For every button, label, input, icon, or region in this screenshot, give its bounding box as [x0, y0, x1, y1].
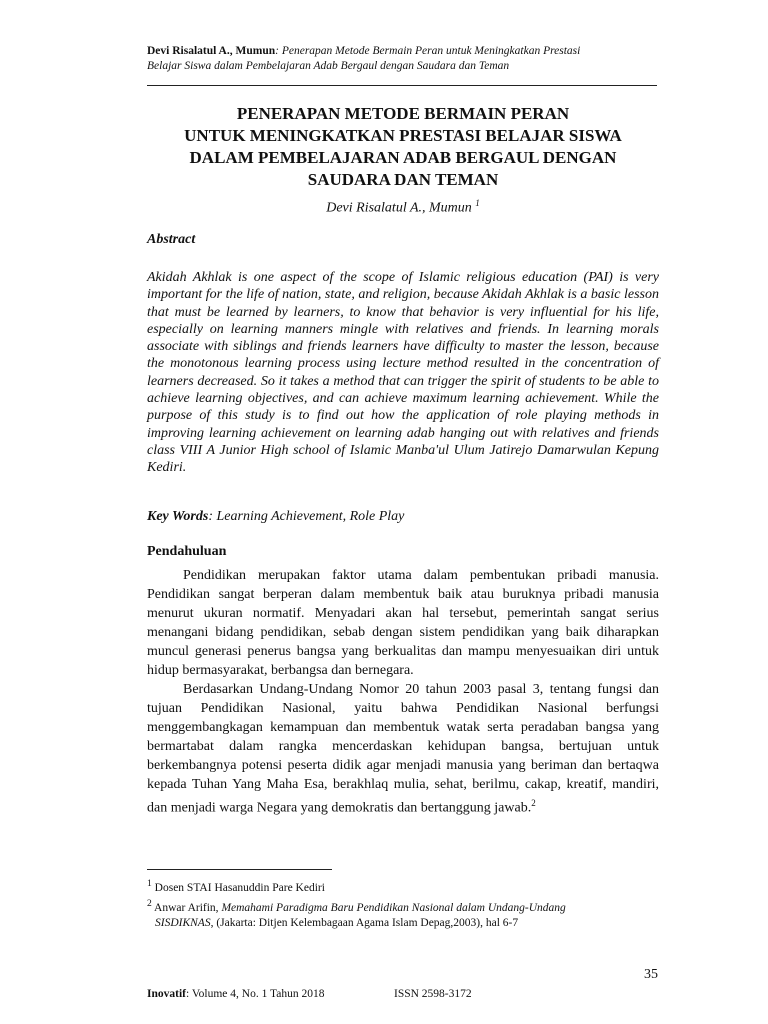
- header-running-title-line2: Belajar Siswa dalam Pembelajaran Adab Bergaul dengan Saudara dan Teman: [147, 60, 510, 72]
- footnote-2-title-cont: SISDIKNAS: [155, 916, 211, 929]
- byline-footnote-mark: 1: [475, 198, 480, 208]
- title-line-4: SAUDARA DAN TEMAN: [307, 170, 499, 189]
- footnotes: [147, 876, 659, 931]
- footnote-1-mark: 1: [147, 878, 152, 889]
- footnote-2-author: Anwar Arifin,: [151, 901, 222, 914]
- footnote-2: [147, 896, 659, 916]
- footnote-divider: [147, 869, 332, 870]
- keywords-label: Key Words: [147, 509, 209, 524]
- header-separator: :: [275, 45, 282, 57]
- header-running-title-line1: Penerapan Metode Bermain Peran untuk Meningkatkan Prestasi: [281, 45, 581, 57]
- body-paragraph-2-footnote-mark: 2: [531, 798, 536, 808]
- footer-issn: ISSN 2598-3172: [394, 988, 472, 1000]
- abstract-text: Akidah Akhlak is one aspect of the scope of Islamic religious education (PAI) is very important for the life of nation, state, and religion, because Akidah Akhlak is a basic lesson that must be learned by learners, to know that behavior is very influential for his life, especially on learning manners mingle with relatives and friends. In learning morals associate with siblings and friends learners have difficulty to master the lesson, because the monotonous learning process using lecture method resulted in the concentration of learners decreased. So it takes a method that can trigger the spirit of students to be able to achieve learning objectives, and can achieve maximum learning achievement. While the purpose of this study is to find out how the application of role playing methods in improving learning achievement on learning adab hanging out with relatives and friends class VIII A Junior High school of Islamic Manba'ul Ulum Jatirejo Damarwulan Kepung Kediri.: [147, 270, 659, 476]
- footnote-2-title: Memahami Paradigma Baru Pendidikan Nasional dalam Undang-Undang: [221, 901, 566, 914]
- header-authors: Devi Risalatul A., Mumun: [147, 45, 276, 57]
- running-header-line-1: [147, 44, 659, 59]
- page-number: 35: [644, 967, 658, 982]
- keywords: [147, 509, 659, 525]
- byline-authors: Devi Risalatul A., Mumun: [326, 200, 476, 216]
- author-byline: [147, 194, 659, 218]
- title-line-2: UNTUK MENINGKATKAN PRESTASI BELAJAR SISWA: [184, 126, 622, 145]
- body-paragraph-2: [147, 680, 659, 818]
- title-line-3: DALAM PEMBELAJARAN ADAB BERGAUL DENGAN: [189, 148, 617, 167]
- footer-volume: : Volume 4, No. 1 Tahun 2018: [185, 988, 325, 1000]
- section-heading: Pendahuluan: [147, 544, 227, 559]
- body-paragraph-1: Pendidikan merupakan faktor utama dalam pembentukan pribadi manusia. Pendidikan sangat berperan dalam membentuk baik atau buruknya pribadi manusia menurut ukuran normatif. Menyadari akan hal tersebut, pemerintah sangat serius menangani bidang pendidikan, sebab dengan sistem pendidikan yang baik diharapkan muncul generasi penerus bangsa yang berkualitas dan mampu menyesuaikan diri untuk hidup bermasyarakat, berbangsa dan bernegara.: [147, 568, 659, 678]
- footnote-2-mark: 2: [147, 897, 152, 909]
- footnote-1: [147, 876, 659, 896]
- footnote-2-continued: [147, 916, 659, 931]
- abstract-heading: Abstract: [147, 232, 196, 247]
- header-divider: [147, 85, 657, 86]
- keywords-text: : Learning Achievement, Role Play: [208, 509, 405, 524]
- section-body: [147, 566, 659, 818]
- footnote-1-text: Dosen STAI Hasanuddin Pare Kediri: [151, 881, 325, 894]
- title-line-1: PENERAPAN METODE BERMAIN PERAN: [236, 104, 570, 123]
- running-header: [147, 44, 659, 74]
- page-footer: [147, 988, 659, 1000]
- footer-journal: Inovatif: [147, 988, 186, 1000]
- footnote-2-rest: , (Jakarta: Ditjen Kelembagaan Agama Islam Depag,2003), hal 6-7: [210, 916, 519, 929]
- paper-title: [147, 103, 659, 191]
- body-paragraph-2-text: Berdasarkan Undang-Undang Nomor 20 tahun 2003 pasal 3, tentang fungsi dan tujuan Pendidikan Nasional, yaitu bahwa Pendidikan Nasional berfungsi menggembangkagan kemampuan dan membentuk watak serta peradaban bangsa yang bermartabat dalam rangka mencerdaskan kehidupan bangsa, bertujuan untuk berkembangnya potensi peserta didik agar menjadi manusia yang beriman dan bertaqwa kepada Tuhan Yang Maha Esa, berakhlaq mulia, sehat, berilmu, cakap, kreatif, mandiri, dan menjadi warga Negara yang demokratis dan bertanggung jawab.: [147, 682, 659, 816]
